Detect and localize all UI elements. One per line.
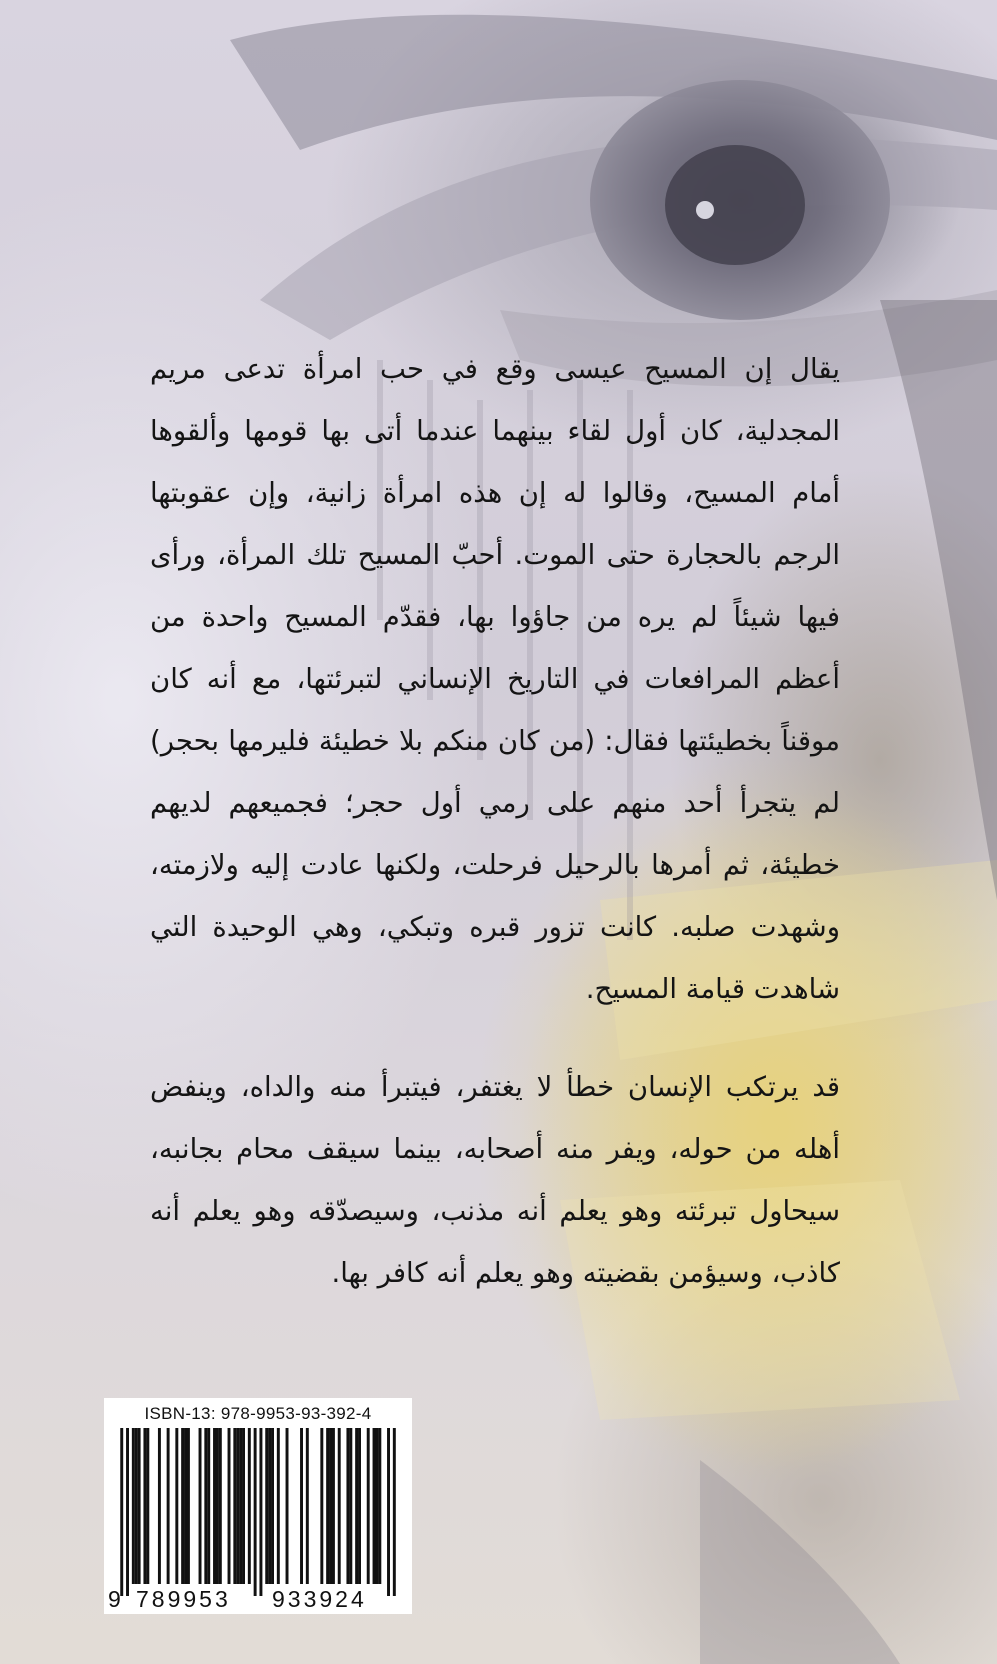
barcode-bar [184,1428,187,1584]
barcode-bar [338,1428,341,1584]
barcode-bar [207,1428,210,1584]
barcode-bar [126,1428,129,1596]
barcode-bar [254,1428,257,1596]
barcode-bar [248,1428,251,1584]
barcode-bar [373,1428,376,1584]
barcode-bar [135,1428,138,1584]
barcode-bar [204,1428,207,1584]
barcode-bar [146,1428,149,1584]
barcode-bar [236,1428,239,1584]
barcode-bar [213,1428,216,1584]
eye-iris [590,80,890,320]
barcode-bar [167,1428,170,1584]
blurb-paragraph: يقال إن المسيح عيسى وقع في حب امرأة تدعى مريم المجدلية، كان أول لقاء بينهما عندما أتى بها قومها وألقوها أمام المسيح، وقالوا له إن هذه امرأة زانية، وإن عقوبتها الرجم بالحجارة حتى الموت. أحبّ المسيح تلك المرأة، ورأى فيها شيئاً لم يره من جاؤوا بها، فقدّم المسيح واحدة من أعظم المرافعات في التاريخ الإنساني لتبرئتها، مع أنه كان موقناً بخطيئتها فقال: (من كان منكم بلا خطيئة فليرمها بحجر) لم يتجرأ أحد منهم على رمي أول حجر؛ فجميعهم لديهم خطيئة، ثم أمرها بالرحيل فرحلت، ولكنها عادت إليه ولازمته، وشهدت صلبه. كانت تزور قبره وتبكي، وهي الوحيدة التي شاهدت قيامة المسيح. [150,353,840,1005]
barcode-bar [326,1428,329,1584]
barcode-bar [138,1428,141,1584]
barcode-bar [393,1428,396,1596]
barcode-bar [277,1428,280,1584]
barcode-bar [219,1428,222,1584]
barcode-digits-left: 789953 [136,1586,231,1612]
barcode-digits [104,1586,412,1612]
barcode-bar [378,1428,381,1584]
barcode-bar [242,1428,245,1584]
barcode-bar [332,1428,335,1584]
barcode-bar [120,1428,123,1596]
barcode-bar [268,1428,271,1584]
back-cover-blurb [150,338,840,1304]
barcode-bar [355,1428,358,1584]
barcode-bars [110,1428,406,1596]
barcode-bar [349,1428,352,1584]
barcode-bar [187,1428,190,1584]
barcode-bar [181,1428,184,1584]
barcode-bar [228,1428,231,1584]
barcode-bar [265,1428,268,1584]
barcode-bar [375,1428,378,1584]
barcode-bar [175,1428,178,1584]
barcode-bar [387,1428,390,1596]
barcode-bar [367,1428,370,1584]
barcode-bar [259,1428,262,1596]
barcode-bar [143,1428,146,1584]
barcode-bar [306,1428,309,1584]
blurb-paragraph: قد يرتكب الإنسان خطأ لا يغتفر، فيتبرأ منه والداه، وينفض أهله من حوله، ويفر منه أصحابه، بينما سيقف محام بجانبه، سيحاول تبرئته وهو يعلم أنه مذنب، وسيصدّقه وهو يعلم أنه كاذب، وسيؤمن بقضيته وهو يعلم أنه كافر بها. [150,1071,840,1289]
barcode-bar [233,1428,236,1584]
barcode-bar [320,1428,323,1584]
barcode-bar [358,1428,361,1584]
barcode-bar [199,1428,202,1584]
barcode-digits-right: 933924 [272,1586,367,1612]
barcode-bar [346,1428,349,1584]
barcode-bar [132,1428,135,1584]
barcode-bar [239,1428,242,1584]
isbn-label: ISBN-13: 978-9953-93-392-4 [144,1404,372,1423]
barcode-bar [271,1428,274,1584]
barcode-bar [286,1428,289,1584]
barcode-bar [300,1428,303,1584]
barcode-bar [216,1428,219,1584]
barcode-digit-first: 9 [108,1586,121,1612]
isbn-barcode [104,1398,412,1614]
barcode-bar [158,1428,161,1584]
barcode-bar [329,1428,332,1584]
